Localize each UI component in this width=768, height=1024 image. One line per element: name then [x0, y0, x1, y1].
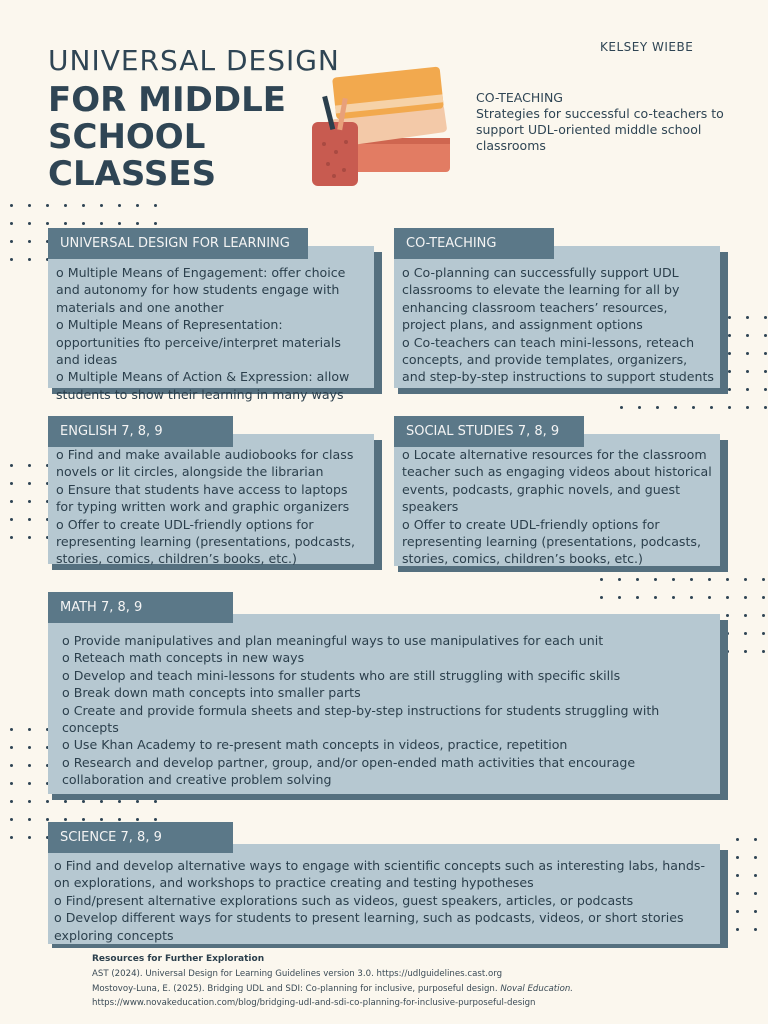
math-item: o Reteach math concepts in new ways [62, 650, 305, 666]
dot [600, 578, 603, 581]
coteaching-card [394, 246, 720, 388]
dot [64, 818, 67, 821]
dot [764, 370, 767, 373]
dot [744, 596, 747, 599]
dot [154, 204, 157, 207]
dot [736, 874, 739, 877]
dot [656, 406, 659, 409]
dot [100, 800, 103, 803]
page-title-line2: FOR MIDDLE SCHOOL CLASSES [48, 80, 286, 194]
dot [154, 818, 157, 821]
dot [708, 578, 711, 581]
dot [28, 518, 31, 521]
udl-card [48, 246, 374, 402]
dot [728, 316, 731, 319]
dot [744, 578, 747, 581]
dot [136, 800, 139, 803]
page-title-line1: UNIVERSAL DESIGN [48, 44, 340, 77]
math-item: o Develop and teach mini-lessons for students who are still struggling with specific skills [62, 667, 621, 683]
dot [764, 406, 767, 409]
dot [82, 222, 85, 225]
dot [710, 406, 713, 409]
co-teaching-heading: CO-TEACHING [476, 90, 563, 105]
dot [736, 838, 739, 841]
dot [28, 800, 31, 803]
dot [10, 536, 13, 539]
math-item: o Research and develop partner, group, and/or open-ended math activities that encourage collaboration and creative problem solving [62, 754, 636, 788]
dot [10, 482, 13, 485]
books-and-pencil-cup-icon [300, 52, 460, 192]
dot [636, 578, 639, 581]
dot [28, 222, 31, 225]
dot [728, 388, 731, 391]
dot [136, 222, 139, 225]
dot [736, 856, 739, 859]
dot [28, 258, 31, 261]
english-item: o Ensure that students have access to laptops for typing written work and graphic organizers [56, 481, 350, 515]
english-item: o Find and make available audiobooks for class novels or lit circles, alongside the librarian [56, 447, 354, 480]
dot [736, 892, 739, 895]
dot [762, 632, 765, 635]
dot [46, 818, 49, 821]
dot [618, 596, 621, 599]
math-item: o Create and provide formula sheets and step-by-step instructions for students struggling with concepts [62, 702, 660, 736]
dot [28, 728, 31, 731]
dot [674, 406, 677, 409]
dot [744, 614, 747, 617]
dot [136, 204, 139, 207]
dot [690, 578, 693, 581]
dot [754, 892, 757, 895]
dot [764, 316, 767, 319]
dot [10, 746, 13, 749]
social-card-title: SOCIAL STUDIES 7, 8, 9 [394, 416, 584, 447]
dot [10, 518, 13, 521]
dot [754, 856, 757, 859]
dot [746, 352, 749, 355]
dot-grid-left-mid [10, 464, 50, 554]
social-card [394, 434, 720, 566]
dot [28, 536, 31, 539]
dot [654, 596, 657, 599]
dot [746, 334, 749, 337]
english-item: o Offer to create UDL-friendly options for representing learning (presentations, podcasts, stories, comics, children’s books, etc.) [56, 516, 355, 567]
dot [118, 800, 121, 803]
dot [672, 578, 675, 581]
co-teaching-subtitle: Strategies for successful co-teachers to support UDL-oriented middle school classrooms [476, 106, 724, 153]
dot [618, 578, 621, 581]
dot [10, 764, 13, 767]
dot [764, 334, 767, 337]
dot [28, 500, 31, 503]
dot [100, 222, 103, 225]
dot [636, 596, 639, 599]
dot [600, 596, 603, 599]
dot [762, 578, 765, 581]
dot [10, 836, 13, 839]
dot [654, 578, 657, 581]
dot [728, 406, 731, 409]
dot [28, 764, 31, 767]
resource-reference: AST (2024). Universal Design for Learning Guidelines version 3.0. https://udlguidelines.cast.org [92, 969, 503, 979]
coteaching-item: o Co-teachers can teach mini-lessons, reteach concepts, and provide templates, organizers, and step-by-step instructions to support students [402, 334, 714, 385]
dot [82, 818, 85, 821]
dot [154, 222, 157, 225]
dot [82, 800, 85, 803]
math-card [48, 614, 720, 794]
dot [10, 800, 13, 803]
dot [46, 800, 49, 803]
dot [64, 204, 67, 207]
dot [28, 836, 31, 839]
social-item: o Offer to create UDL-friendly options for representing learning (presentations, podcasts, stories, comics, children’s books, etc.) [402, 516, 701, 567]
dot [82, 204, 85, 207]
dot [118, 222, 121, 225]
dot [762, 650, 765, 653]
english-card [48, 434, 374, 567]
coteaching-card-title: CO-TEACHING [394, 228, 554, 259]
dot [764, 388, 767, 391]
dot [10, 258, 13, 261]
english-card-title: ENGLISH 7, 8, 9 [48, 416, 233, 447]
resource-link[interactable]: https://www.novakeducation.com/blog/bridging-udl-and-sdi-co-planning-for-inclusive-purposeful-design [92, 998, 536, 1008]
dot [10, 782, 13, 785]
dot [726, 578, 729, 581]
dot [136, 818, 139, 821]
dot [10, 500, 13, 503]
dot [754, 874, 757, 877]
dot [100, 818, 103, 821]
science-item: o Find/present alternative explorations such as videos, guest speakers, articles, or podcasts [54, 892, 634, 908]
resource-journal: Noval Education. [500, 984, 574, 994]
math-card-title: MATH 7, 8, 9 [48, 592, 233, 623]
dot [728, 352, 731, 355]
dot [728, 370, 731, 373]
dot [692, 406, 695, 409]
dot [10, 222, 13, 225]
dot [46, 222, 49, 225]
dot [28, 746, 31, 749]
math-item: o Break down math concepts into smaller parts [62, 685, 361, 701]
udl-item: o Multiple Means of Engagement: offer choice and autonomy for how students engage with materials and one another [56, 265, 346, 315]
dot [744, 632, 747, 635]
dot [28, 204, 31, 207]
dot [64, 222, 67, 225]
dot [118, 818, 121, 821]
dot [746, 370, 749, 373]
social-item: o Locate alternative resources for the classroom teacher such as engaging videos about historical events, podcasts, graphic novels, and guest speakers [402, 447, 712, 515]
dot [736, 910, 739, 913]
dot [744, 650, 747, 653]
dot [10, 464, 13, 467]
dot [764, 352, 767, 355]
dot [762, 614, 765, 617]
dot [620, 406, 623, 409]
dot [118, 204, 121, 207]
dot [736, 928, 739, 931]
dot [100, 204, 103, 207]
dot [10, 240, 13, 243]
resources-heading: Resources for Further Exploration [92, 954, 265, 964]
udl-card-title: UNIVERSAL DESIGN FOR LEARNING [48, 228, 308, 259]
author-name: KELSEY WIEBE [600, 40, 694, 54]
dot [10, 728, 13, 731]
dot [154, 800, 157, 803]
resource-reference [92, 984, 573, 994]
dot [28, 240, 31, 243]
dot [28, 482, 31, 485]
science-item: o Develop different ways for students to present learning, such as podcasts, videos, or short stories exploring concepts [54, 910, 684, 943]
dot [10, 204, 13, 207]
udl-item: o Multiple Means of Representation: opportunities fto perceive/interpret materials and ideas [56, 317, 341, 368]
math-item: o Use Khan Academy to re-present math concepts in videos, practice, repetition [62, 737, 568, 753]
dot [754, 928, 757, 931]
dot [728, 334, 731, 337]
udl-item: o Multiple Means of Action & Expression: allow students to show their learning in many ways [56, 369, 350, 402]
science-item: o Find and develop alternative ways to engage with scientific concepts such as interesting labs, hands-on explorations, and workshops to practice creating and testing hypotheses [54, 858, 706, 891]
dot [746, 388, 749, 391]
dot [10, 818, 13, 821]
dot [726, 596, 729, 599]
dot [28, 818, 31, 821]
math-item: o Provide manipulatives and plan meaningful ways to use manipulatives for each unit [62, 633, 604, 648]
dot [638, 406, 641, 409]
dot [754, 838, 757, 841]
dot [746, 406, 749, 409]
dot [690, 596, 693, 599]
science-card-title: SCIENCE 7, 8, 9 [48, 822, 233, 853]
dot [708, 596, 711, 599]
dot [762, 596, 765, 599]
dot [672, 596, 675, 599]
coteaching-item: o Co-planning can successfully support UDL classrooms to elevate the learning for all by enhancing classroom teachers’ resources, project plans, and assignment options [402, 265, 680, 333]
dot [28, 782, 31, 785]
dot [754, 910, 757, 913]
dot-grid-right-bottom [736, 838, 766, 938]
dot [28, 464, 31, 467]
dot [746, 316, 749, 319]
dot [726, 614, 729, 617]
resource-reference-text: Mostovoy-Luna, E. (2025). Bridging UDL and SDI: Co-planning for inclusive, purposeful design. [92, 984, 501, 994]
dot [46, 204, 49, 207]
science-card [48, 844, 720, 944]
dot [64, 800, 67, 803]
